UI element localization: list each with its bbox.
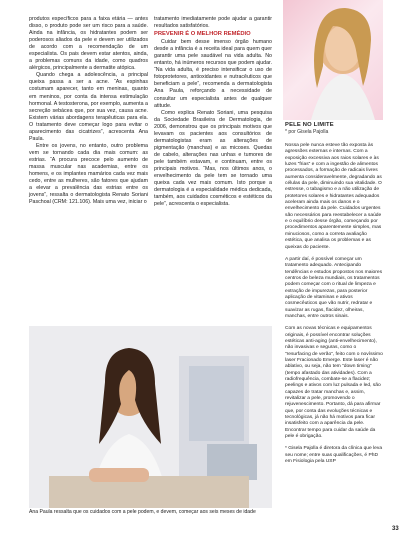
sidebar-column: [285, 143, 383, 472]
paragraph: produtos específicos para a faixa etária — antes disso, o produto pode ser um risco para a saúde. Ainda na infância, os hidratantes podem ser poderosos aliados da pele e devem ser utilizados de acordo com a recomendação de um especialista. Os pais devem estar atentos, ainda, a problemas comuns da idade, como quadros alérgicos, principalmente a dermatite atópica.: [29, 16, 148, 72]
paragraph: Cuidar bem desse imenso órgão humano desde a infância é a receita ideal para quem quer garantir uma pele saudável na vida adulta. No entanto, há inúmeros recursos que podem ajudar. “Na vida adulta, é preciso intensificar o uso de fotoprotetores, antioxidantes e nutracêuticos que beneficiam a pele”, recomenda a dermatologista Ana Paula, reforçando a necessidade de consultar um especialista antes de qualquer atitude.: [154, 39, 272, 109]
author-note: * Gisela Pajolla é diretora da clínica que leva seu nome; entre suas qualificações, é PhD em Fisiologia pela USP: [285, 446, 383, 465]
paragraph: Nossa pele nunca esteve tão exposta às agressões externas e internas. Com a exposição excessiva aos raios solares e às luzes “frias” e com a ingestão de alimentos processados, a formação de radicais livres aumenta consideravelmente, degradando as células da pele, diminuindo sua vitalidade. O estresse, o tabagismo e a não utilização de protetores solares e hidratantes adequados aceleram ainda mais os danos e o envelhecimento da pele. Cuidados urgentes são necessários para reestabelecer a saúde e o equilíbrio desse órgão, começando por procedimentos aparentemente simples, mas minuciosos, como a correta avaliação estética, que analisa os problemas e as queixas do paciente.: [285, 143, 382, 250]
sidebar-title: PELE NO LIMITE: [285, 122, 334, 128]
page-number: 33: [392, 526, 399, 532]
article-photo: [29, 326, 272, 508]
article-column-2: [154, 16, 272, 208]
paragraph: A partir daí, é possível começar um tratamento adequado. Antecipando tendências e estudos propostos nos maiores centros de beleza mundiais, os tratamentos podem começar com o ritual de limpeza e extração de impurezas, para posterior aplicação de vitaminas e ativos cosmecêuticos que vão nutrir, redratar e suavizar as rugas, flacidez, olheiras, manchas, entre outros sinais.: [285, 256, 383, 319]
sidebar-author: * por Gisela Pajolla: [285, 129, 329, 135]
paragraph: Quando chega a adolescência, a principal queixa passa a ser a acne. “As espinhas costumam aparecer, tanto em meninas, quanto em meninos, por conta da intensa estimulação hormonal. A testosterona, por exemplo, aumenta a secreção sebácea que, por sua vez, causa acne. Existem várias abordagens terapêuticas para ela. O tratamento deve começar logo para evitar o aparecimento das cicatrizes”, acrescenta Ana Paula.: [29, 72, 148, 142]
article-column-1: [29, 16, 148, 206]
paragraph: tratamento imediatamente pode ajudar a garantir resultados satisfatórios.: [154, 16, 272, 30]
author-photo: [283, 0, 383, 120]
sidebar-byline: [285, 122, 383, 135]
paragraph: Entre os jovens, no entanto, outro problema vem se tornando cada dia mais comum: as estrias. “A procura precoce pelo aumento de massa muscular nas academias, entre os homens, e os implantes mamários cada vez mais cedo, entre as mulheres, são fatores que ajudam a elevar a prevalência das estrias entre os jovens”, ressalta o dermatologista Renato Soriani Paschoal (CRM: 121.106). Mais uma vez, iniciar o: [29, 142, 148, 206]
section-heading: PREVENIR É O MELHOR REMÉDIO: [154, 31, 251, 38]
paragraph: Como explica Renato Soriani, uma pesquisa da Sociedade Brasileira de Dermatologia, de 2006, demonstrou que os principais motivos que levavam os pacientes aos consultórios de dermatologistas eram as alterações de pigmentação (manchas) e as micoses. Quedas de cabelo, alterações nas unhas e tumores de pele também estavam, e continuam, entre os principais motivos. “Mas, nos últimos anos, o envelhecimento da pele tem se tornado uma queixa cada vez mais comum. Isto porque a dermatologia é a especialidade médica dedicada, também, aos cuidados cosméticos e estéticos da pele”, acrescenta o especialista.: [154, 109, 272, 208]
paragraph: Com as novas técnicas e equipamentos originais, é possível encontrar soluções estéticas anti-aging (anti-envelhecimento), não invasivas e seguras, como o “resurfacing de verão”, feito com o novíssimo laser Fracionado Emerge. Este laser é não ablativo, ou seja, não tem “down timing” (tempo afastado das atividades). Com a radiofrequência, combate-se a flacidez; peelings e ativos com luz pulsada e led, são capazes de tratar manchas e, assim, revitalizar a pele, promovendo o rejuvenescimento. Portanto, dá para afirmar que, por conta das evoluções técnicas e tecnológicas, já não há motivos para ficar insatisfeito com a aparência da pele. Encontrar tempo para cuidar da saúde da pele é obrigação.: [285, 326, 383, 440]
photo-caption: Ana Paula ressalta que os cuidados com a pele podem, e devem, começar aos seis meses de idade: [29, 509, 256, 515]
